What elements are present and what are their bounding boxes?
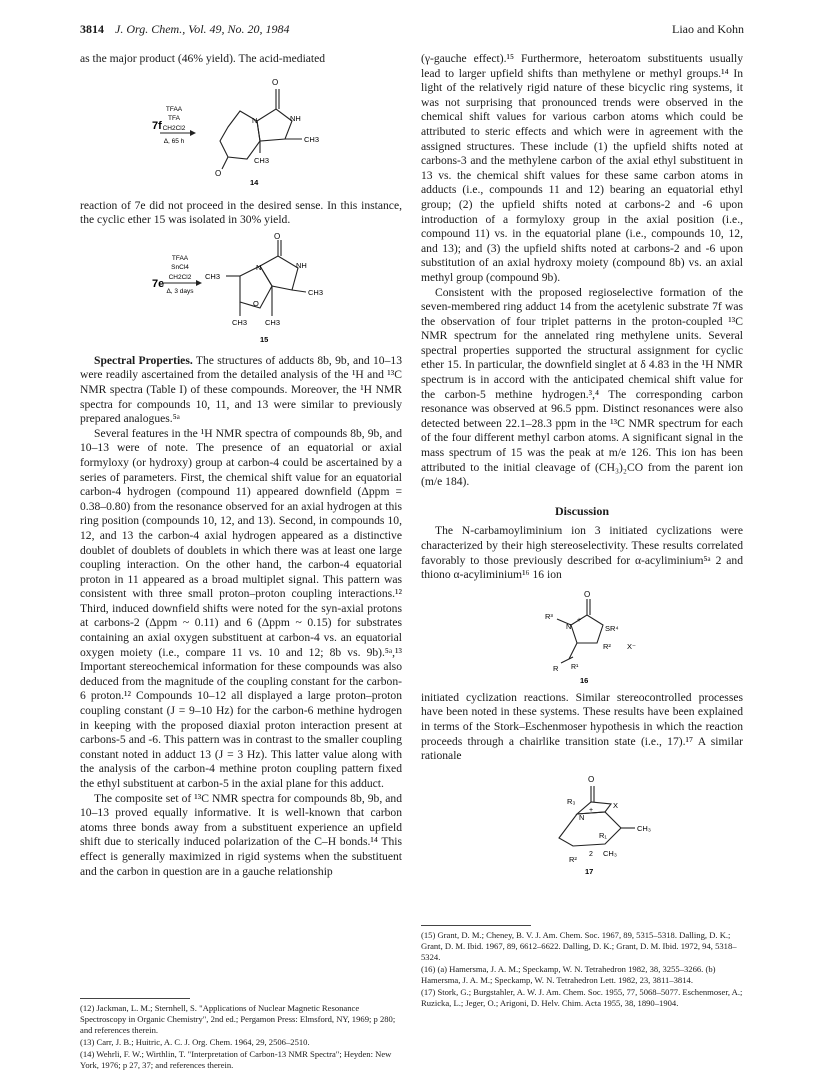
compound-number-17: 17 <box>585 866 594 876</box>
left-column <box>80 52 402 879</box>
paragraph-reaction-7e: reaction of 7e did not proceed in the desired sense. In this instance, the cyclic ether 15 was isolated in 30% yield. <box>80 198 402 227</box>
reagent-4: Δ, 65 h <box>163 137 185 145</box>
counterion-x: X⁻ <box>627 641 636 651</box>
structure-16-drawing <box>421 587 743 685</box>
atom-o-top: O <box>272 77 279 87</box>
footnote-rule <box>80 998 190 999</box>
reaction-arrowhead <box>196 280 202 286</box>
compound-number-14: 14 <box>250 177 259 187</box>
paragraph-spectral-properties <box>80 354 402 427</box>
atom-n: N <box>256 262 262 272</box>
paragraph-several-features: Several features in the ¹H NMR spectra of compounds 8b, 9b, and 10–13 were of note. The presence of an equatorial or axial formyloxy (or hydroxy) group at carbon-4 could be ascertained by a series of parameters. First, the chemical shift value for an equatorial carbon-4 hydrogen (compound 11) appeared downfield (Δppm = 0.38–0.80) from the resonance observed for an axial hydrogen at this ring position (compounds 10, 12, and 13). Second, in compounds 10, 12, and 13 the carbon-4 axial hydrogen appeared as a distinctive doublet of doublets of doublets in which there was at least one large coupling interaction. On the other hand, the carbon-4 equatorial proton in 11 appeared as a broad multiplet signal. This pattern was consistent with three small proton–proton coupling interactions.¹² Third, induced downfield shifts were noted for the syn-axial protons at carbons-2 (Δppm ~ 0.11) and 6 (Δppm ~ 0.15) for substrates containing an axial oxygen substituent at carbon-4 vs. an equatorial oxygen moiety (i.e., compare 11 vs. 10 and 12; 8b vs. 9b).⁵ᵃ,¹³ Important stereochemical information for these compounds was also deduced from the magnitude of the coupling constant for the carbon-6 proton.¹² Compounds 10–12 all displayed a large proton–proton coupling constant (J = 9–10 Hz) for the carbon-6 methine hydrogen in keeping with the proposed diaxial proton interaction present at carbons-5 and -6. This pattern was in contrast to the smaller coupling constant noted in adduct 13 (J = 3 Hz). This latter value along with the analysis of the carbon-4 methine proton coupling pattern fixed the ethyl substituent at carbon-5 in the axial plane for this adduct. <box>80 426 402 790</box>
atom-o-bottom: O <box>215 168 222 178</box>
paragraph-initiated: initiated cyclization reactions. Similar stereocontrolled processes have been noted in these systems. These results have been explained in terms of the Stork–Eschenmoser hypothesis in which the reaction proceeds through a chairlike transition state (i.e., 17).¹⁷ A similar rationale <box>421 690 743 763</box>
paragraph-discussion: The N-carbamoyliminium ion 3 initiated cyclizations were characterized by their high stereoselectivity. These results correlated favorably to those previously described for α-acyliminium⁵ᵃ 2 and thiono α-acyliminium¹⁶ 16 ion <box>421 524 743 582</box>
atom-ch3-right: CH3 <box>304 134 320 144</box>
atom-n: N <box>566 621 572 631</box>
heading-discussion: Discussion <box>554 503 610 518</box>
reagent-4: Δ, 3 days <box>166 287 194 295</box>
paragraph-major-product: as the major product (46% yield). The acid-mediated <box>80 52 326 65</box>
paragraph-gauche-effect: (γ-gauche effect).¹⁵ Furthermore, heteroatom substituents usually lead to larger upfield shifts than methylene or methyl groups.¹⁴ In light of the relatively rigid nature of these bicyclic ring systems, it was not surprising that pronounced trends were observed in the chemical shift values for various carbon atoms which could be attributed to steric effects and which were in agreement with the assigned structures. These include (1) the upfield shifts noted at carbons-3 and the methylene carbon of the axial ethyl substituent in 13 vs. the chemical shift values for these same carbon atoms in adducts (i.e., compounds 11 and 12) bearing an equatorial ethyl group; (2) the upfield shifts noted at carbons-2 and -6 upon introduction of a formyloxy group in the axial position (i.e., compound 11) vs. in the equatorial plane (i.e., compounds 10, 12, and 13); and (3) the upfield shifts noted at carbons-2 and -6 upon substitution of an axial hydroxy moiety (compound 8b) vs. an axial methyl group (compound 9b). <box>421 52 743 284</box>
footnote-15: (15) Grant, D. M.; Cheney, B. V. J. Am. Chem. Soc. 1967, 89, 5315–5318. Dalling, D. K.; Grant, D. M. Ibid. 1967, 89, 6612–6622. Dalling, D. K.; Grant, D. M. Ibid. 1972, 94, 5318–5324. <box>421 930 737 962</box>
atom-x: X <box>613 800 619 810</box>
reactant-label: 7e <box>152 277 165 290</box>
chair-ring <box>559 812 621 846</box>
atom-nh: NH <box>296 260 307 270</box>
scheme-compound-15 <box>80 232 402 348</box>
imidazolidinone-ring <box>260 256 298 290</box>
journal-citation: J. Org. Chem., Vol. 49, No. 20, 1984 <box>115 22 290 36</box>
position-2: 2 <box>589 850 593 858</box>
atom-n: N <box>252 115 258 125</box>
structure-17-drawing <box>421 768 743 878</box>
atom-o-top: O <box>274 231 281 241</box>
footnotes-left <box>80 998 402 1072</box>
charge-plus: + <box>577 616 582 624</box>
section-lead-spectral: Spectral Properties. <box>94 353 193 367</box>
reaction-arrowhead <box>190 130 196 136</box>
side-chain-bond <box>569 643 577 659</box>
five-membered-ring <box>257 109 292 141</box>
footnote-16: (16) (a) Hamersma, J. A. M.; Speckamp, W. N. Tetrahedron 1982, 38, 3255–3266. (b) Hamersma, J. A. M.; Speckamp, W. N. Tetrahedron Lett. 1982, 23, 3811–3814. <box>421 964 716 985</box>
atom-r2: R² <box>569 854 577 864</box>
atom-r3: R³ <box>545 611 553 621</box>
charge-plus: + <box>589 806 594 814</box>
atom-r3: R₃ <box>567 796 576 806</box>
footnote-14: (14) Wehrli, F. W.; Wirthlin, T. "Interpretation of Carbon-13 NMR Spectra"; Heyden: New York, 1976; p 27, 37; and references therein. <box>80 1049 392 1070</box>
scheme-compound-17 <box>421 768 743 878</box>
paragraph-consistent: Consistent with the proposed regioselective formation of the seven-membered ring adduct 14 from the acetylenic substrate 7f was the observation of four triplet patterns in the proton-coupled ¹³C NMR spectrum for the annelated ring methylene units. Several spectral properties supported the structural assignment for cyclic ether 15. In particular, the downfield singlet at δ 4.83 in the ¹H NMR spectrum is in accord with the anticipated chemical shift value for the carbon-5 methine hydrogen.³,⁴ The corresponding carbon resonance was observed at 96.5 ppm. Distinct resonances were also detected between 22.1–28.3 ppm in the ¹³C NMR spectrum for each of the four different methyl carbon atoms. A significant signal in the mass spectrum of 15 was the peak at m/e 126. This ion has been attributed to the initial cleavage of (CH₃)₂CO from the parent ion (m/e 184). <box>421 285 743 489</box>
footnote-12: (12) Jackman, L. M.; Sternhell, S. "Applications of Nuclear Magnetic Resonance Spectroscopy in Organic Chemistry", 2nd ed.; Pergamon Press: Elmsford, NY, 1969; p 280; and references therein. <box>80 1003 396 1035</box>
reagent-2: SnCl4 <box>171 263 189 271</box>
atom-ch3-right: CH₃ <box>637 823 651 833</box>
atom-r: R <box>553 663 559 673</box>
alkene-bond <box>561 657 573 663</box>
running-head <box>80 22 744 40</box>
authors: Liao and Kohn <box>672 22 744 36</box>
atom-ch3-bottom-right: CH3 <box>265 317 281 327</box>
reagent-1: TFAA <box>165 105 183 113</box>
footnotes-right <box>421 925 743 1010</box>
footnote-17: (17) Stork, G.; Burgstahler, A. W. J. Am. Chem. Soc. 1955, 77, 5068–5077. Eschenmoser, A.; Ruzicka, L.; Jeger, O.; Arigoni, D. Helv. Chim. Acta 1955, 38, 1890–1904. <box>421 987 743 1008</box>
atom-o-ring: O <box>253 298 259 308</box>
reagent-2: TFA <box>168 114 180 122</box>
compound-number-15: 15 <box>260 334 269 344</box>
atom-ch3-bottom: CH3 <box>254 155 270 165</box>
reactant-label: 7f <box>152 119 162 132</box>
atom-o: O <box>588 774 595 784</box>
atom-ch3-bottom: CH₃ <box>603 848 617 858</box>
scheme-compound-16 <box>421 587 743 685</box>
footnote-rule <box>421 925 531 926</box>
structure-14-drawing <box>80 71 402 193</box>
atom-sr4: SR⁴ <box>605 623 619 633</box>
atom-ch3-left: CH3 <box>205 271 221 281</box>
atom-r1: R₁ <box>599 830 607 840</box>
scheme-compound-14 <box>80 71 402 193</box>
ketone-bond <box>222 157 228 169</box>
methyl-bond-right <box>292 290 306 292</box>
running-head-left <box>80 22 290 37</box>
reagent-3: CH2Cl2 <box>168 273 192 281</box>
atom-nh: NH <box>290 113 301 123</box>
compound-number-16: 16 <box>580 675 589 685</box>
structure-15-drawing <box>80 232 402 348</box>
atom-r1: R¹ <box>571 663 579 671</box>
five-membered-ring <box>571 615 603 643</box>
paragraph-composite-13c: The composite set of ¹³C NMR spectra for compounds 8b, 9b, and 10–13 proved equally informative. It is well-known that carbon atoms three bonds away from a substituent experience an upfield shift due to sterically induced polarization of the C–H bonds.¹⁴ This effect is generally maximized in rigid systems when the substituent and the carbon in question are in a gauche relationship <box>80 791 402 878</box>
reagent-1: TFAA <box>171 254 189 262</box>
atom-o: O <box>584 589 591 599</box>
atom-ch3-right: CH3 <box>308 287 324 297</box>
atom-r2: R² <box>603 641 611 651</box>
atom-ch3-bottom-left: CH3 <box>232 317 248 327</box>
reagent-3: CH2Cl2 <box>162 124 186 132</box>
right-column <box>421 52 743 884</box>
page-number: 3814 <box>80 22 104 36</box>
atom-n: N <box>579 812 585 822</box>
paragraph-spectral-text: The structures of adducts 8b, 9b, and 10–13 were readily ascertained from the detailed analysis of the ¹H and ¹³C NMR spectra (Table I) of these compounds. Moreover, the ¹H NMR spectra for compounds 10, 11, and 13 were similar to previously prepared analogues.⁵ᵃ <box>80 353 402 426</box>
footnote-13: (13) Carr, J. B.; Huitric, A. C. J. Org. Chem. 1964, 29, 2506–2510. <box>80 1037 310 1047</box>
